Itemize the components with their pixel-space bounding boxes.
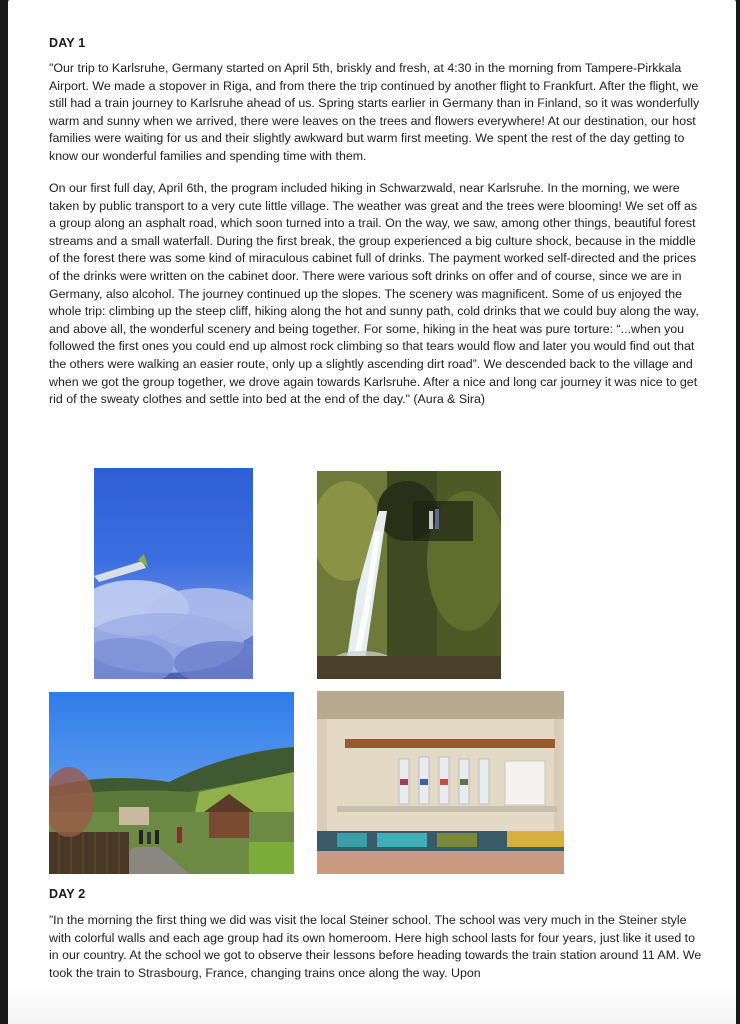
day1-paragraph-2: On our first full day, April 6th, the program included hiking in Schwarzwald, near Karlsruhe. In the morning, we were taken by public transport to a very cute little village. The weather was great and the trees were blooming! We set off as a group along an asphalt road, which soon turned into a trail. On the way, we saw, among other things, beautiful forest streams and a small waterfall. During the first break, the group experienced a big culture shock, because in the middle of the forest there was some kind of miraculous cabinet full of drinks. The payment worked self-directed and the prices of the drinks were written on the cabinet door. There were various soft drinks on offer and of course, since we are in Germany, also alcohol. The journey continued up the slopes. The scenery was magnificent. Some of us enjoyed the whole trip: climbing up the steep cliff, hiking along the hot and sunny path, cold drinks that we could buy along the way, and above all, the wonderful scenery and being together. For some, hiking in the heat was pure torture: “...when you followed the first ones you could end up almost rock climbing so that tears would flow and later you would find out that the others were walking an easier route, only up a slightly ascending dirt road”. We descended back to the village and when we got the group together, we drove again towards Karlsruhe. After a nice and long car journey it was nice to get rid of the sweaty clothes and settle into bed at the end of the day." (Aura & Sira) xyxy=(49,181,699,407)
waterfall-photo xyxy=(317,471,501,679)
day1-heading: DAY 1 xyxy=(49,36,86,50)
document-page xyxy=(8,0,736,1024)
village-hiking-photo xyxy=(49,692,294,874)
page-bottom-edge xyxy=(8,984,736,1024)
day1-paragraph-1: "Our trip to Karlsruhe, Germany started on April 5th, briskly and fresh, at 4:30 in the morning from Tampere-Pirkkala Airport. We made a stopover in Riga, and from there the trip continued by another flight to Frankfurt. After the flight, we still had a train journey to Karlsruhe ahead of us. Spring starts earlier in Germany than in Finland, so it was wonderfully warm and sunny when we arrived, there were leaves on the trees and flowers everywhere! At our destination, our host families were waiting for us and their slightly awkward but warm first meeting. We spent the rest of the day getting to know our wonderful families and spending time with them. xyxy=(49,61,700,163)
day2-paragraph-1: ”In the morning the first thing we did was visit the local Steiner school. The school was very much in the Steiner style with colorful walls and each age group had its own homeroom. Here high school lasts for four years, just like it used to in our country. At the school we got to observe their lessons before heading towards the train station around 11 AM. We took the train to Strasbourg, France, changing trains once along the way. Upon xyxy=(49,913,702,980)
day2-heading: DAY 2 xyxy=(49,887,86,901)
airplane-wing-clouds-photo xyxy=(94,468,253,679)
drinks-cabinet-photo xyxy=(317,691,564,874)
